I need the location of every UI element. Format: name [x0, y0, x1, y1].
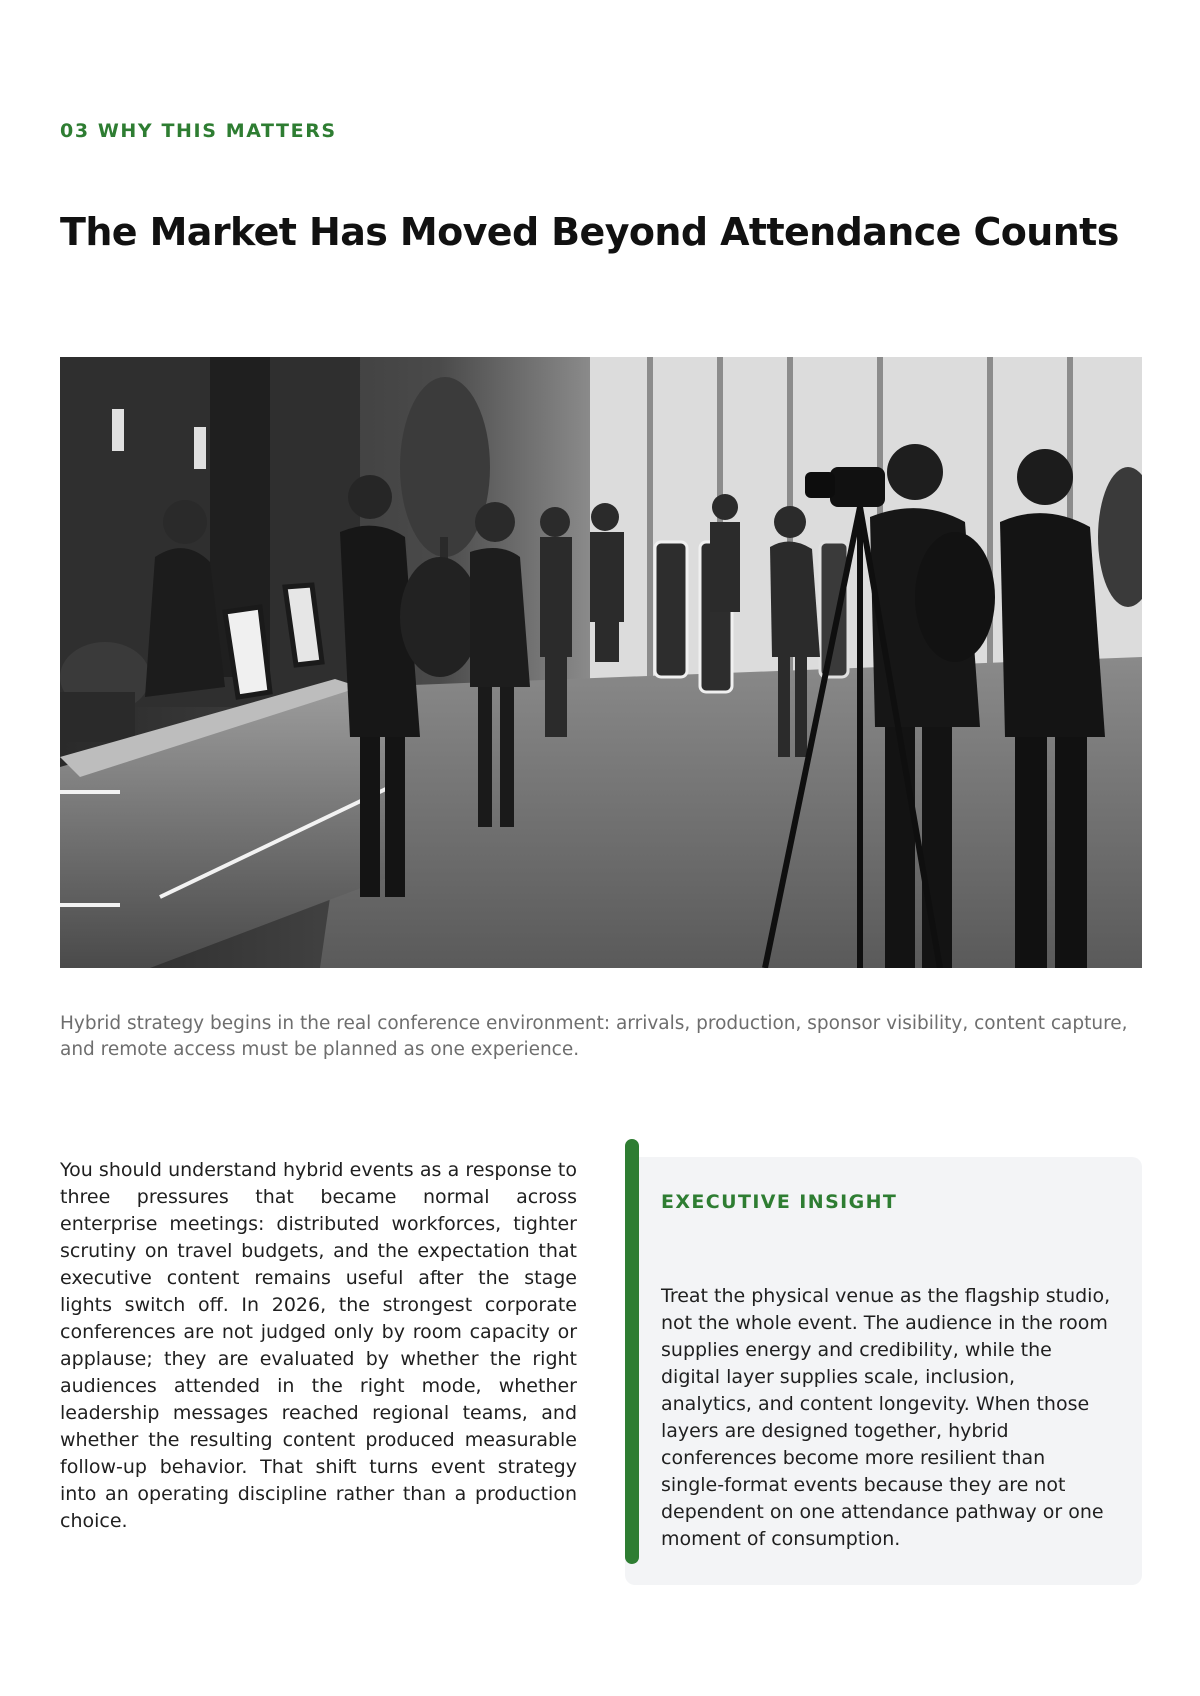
page-title: The Market Has Moved Beyond Attendance Counts: [60, 210, 1119, 254]
insight-label: EXECUTIVE INSIGHT: [661, 1191, 898, 1213]
insight-accent-bar: [625, 1139, 639, 1564]
conference-photo-icon: [60, 357, 1142, 968]
photo-caption: Hybrid strategy begins in the real conference environment: arrivals, production, sponsor visibility, content capture, and remote access must be planned as one experience.: [60, 1013, 1128, 1060]
insight-text: Treat the physical venue as the flagship studio, not the whole event. The audience in the room supplies energy and credibility, while the digital layer supplies scale, inclusion, analytics, and content longevity. When those layers are designed together, hybrid conferences become more resilient than single-format events because they are not dependent on one attendance pathway or one moment of consumption.: [661, 1285, 1111, 1550]
conference-photo: [60, 357, 1142, 968]
body-paragraph: You should understand hybrid events as a response to three pressures that became normal across enterprise meetings: distributed workforces, tighter scrutiny on travel budgets, and the expectation that executive content remains useful after the stage lights switch off. In 2026, the strongest corporate conferences are not judged only by room capacity or applause; they are evaluated by whether the right audiences attended in the right mode, whether leadership messages reached regional teams, and whether the resulting content produced measurable follow-up behavior. That shift turns event strategy into an operating discipline rather than a production choice.: [60, 1159, 577, 1532]
section-label: 03 WHY THIS MATTERS: [60, 120, 337, 142]
